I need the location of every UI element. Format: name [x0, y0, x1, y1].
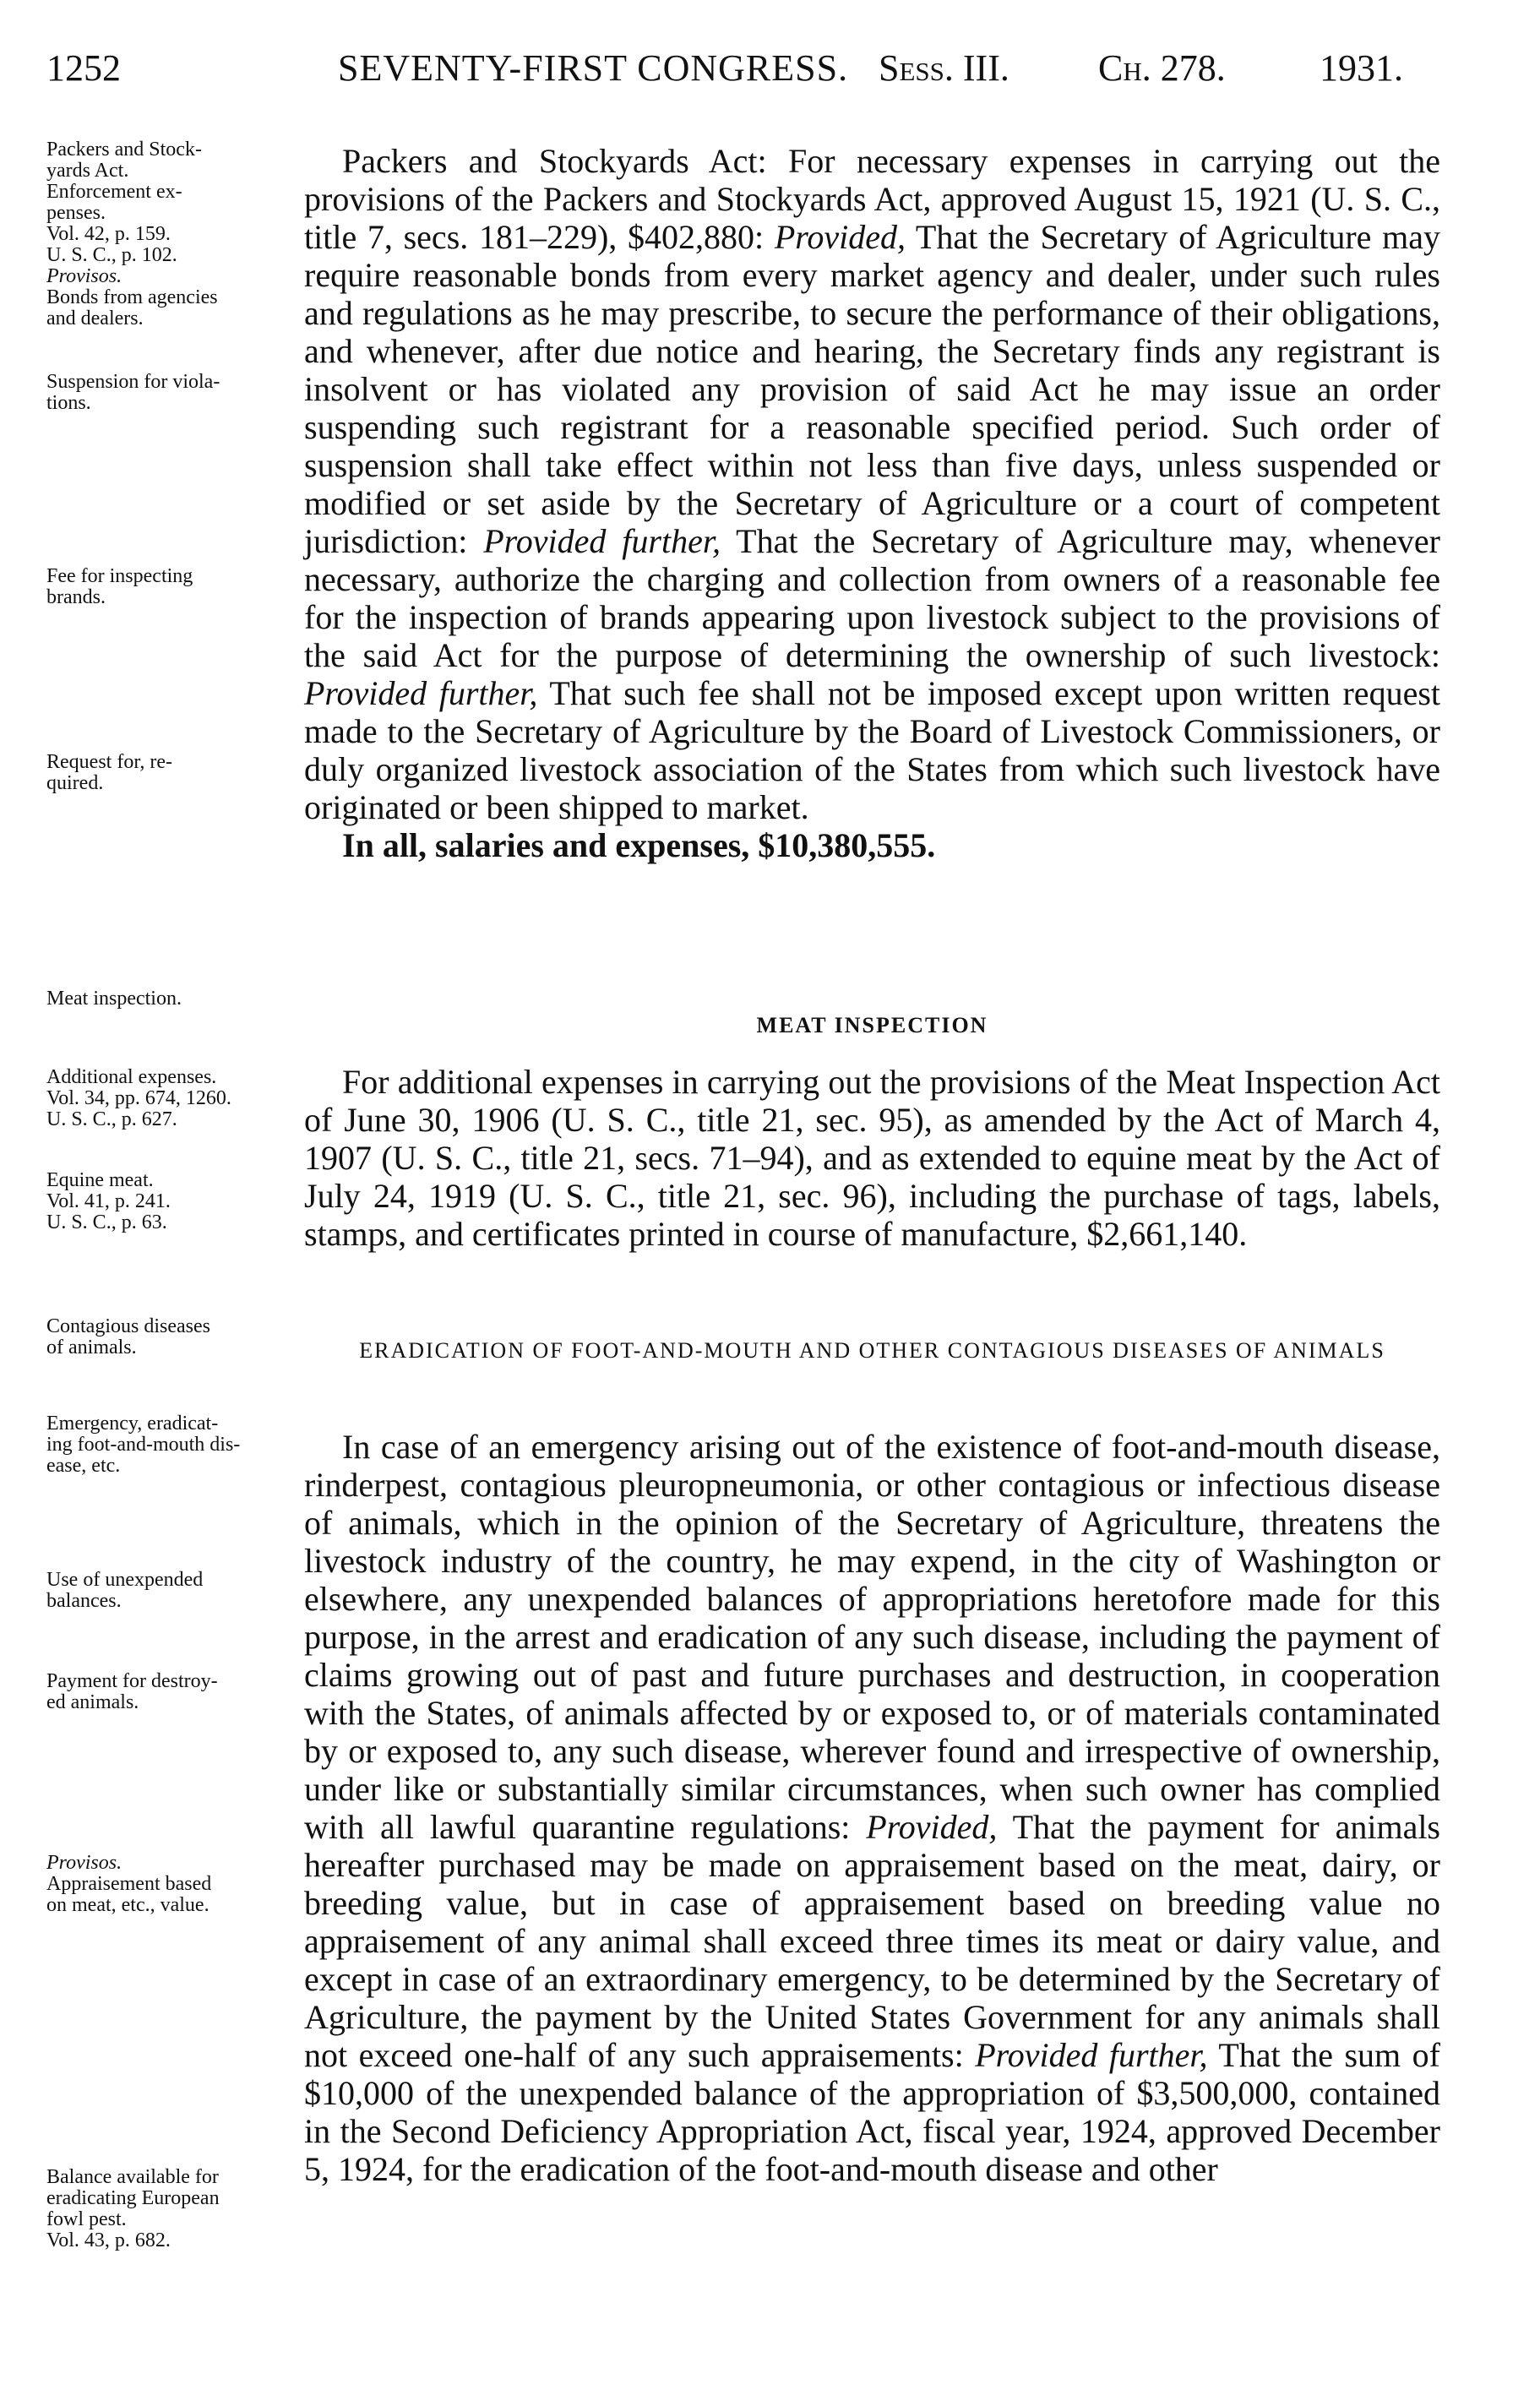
- running-title: SEVENTY-FIRST CONGRESS.: [338, 47, 849, 89]
- margin-note-provisos: Provisos. Appraisement based on meat, etc., value.: [46, 1852, 212, 1916]
- meat-paragraph: For additional expenses in carrying out the provisions of the Meat Inspection Act of June 30, 1906 (U. S. C., title 21, sec. 95), as amended by the Act of March 4, 1907 (U. S. C., title 21, secs. 71–94), and as extended to equine meat by the Act of July 24, 1919 (U. S. C., title 21, sec. 96), including the purchase of tags, labels, stamps, and certificates printed in course of manufacture, $2,661,140.: [304, 1063, 1440, 1253]
- year-label: 1931.: [1320, 47, 1403, 89]
- margin-note-packers: Packers and Stock- yards Act. Enforcement ex- penses. Vol. 42, p. 159. U. S. C., p. 102. Provisos. Bonds from agencies and dealers.: [46, 139, 218, 329]
- margin-note-contagious: Contagious diseases of animals.: [46, 1315, 210, 1358]
- margin-note-fee: Fee for inspecting brands.: [46, 565, 193, 608]
- margin-note-balance: Balance available for eradicating European fowl pest. Vol. 43, p. 682.: [46, 2166, 220, 2251]
- margin-note-equine: Equine meat. Vol. 41, p. 241. U. S. C., p. 63.: [46, 1169, 171, 1233]
- page-header: [46, 46, 1432, 106]
- margin-note-meat: Meat inspection.: [46, 988, 182, 1010]
- meat-section: [304, 1063, 1440, 1253]
- eradication-paragraph: In case of an emergency arising out of the existence of foot-and-mouth disease, rinderpest, contagious pleuropneumonia, or other contagious or infectious disease of animals, which in the opinion of the Secretary of Agriculture, threatens the livestock industry of the country, he may expend, in the city of Washington or elsewhere, any unexpended balances of appropriations heretofore made for this purpose, in the arrest and eradication of any such disease, including the payment of claims growing out of past and future purchases and destruction, in cooperation with the States, of animals affected by or exposed to, or of materials contaminated by or exposed to, any such disease, wherever found and irrespective of ownership, under like or substantially similar circumstances, when such owner has complied with all lawful quarantine regulations: Provided, That the payment for animals hereafter purchased may be made on appraisement based on the meat, dairy, or breeding value, but in case of appraisement based on breeding value no appraisement of any animal shall exceed three times its meat or dairy value, and except in case of an extraordinary emergency, to be determined by the Secretary of Agriculture, the payment by the United States Government for any animals shall not exceed one-half of any such appraisements: Provided further, That the sum of $10,000 of the unexpended balance of the appropriation of $3,500,000, contained in the Second Deficiency Appropriation Act, fiscal year, 1924, approved December 5, 1924, for the eradication of the foot-and-mouth disease and other: [304, 1428, 1440, 2188]
- eradication-section: [304, 1428, 1440, 2188]
- packers-section: [304, 142, 1440, 864]
- margin-note-emergency: Emergency, eradicat- ing foot-and-mouth dis- ease, etc.: [46, 1413, 241, 1477]
- eradication-heading: ERADICATION OF FOOT-AND-MOUTH AND OTHER CONTAGIOUS DISEASES OF ANIMALS: [359, 1338, 1385, 1363]
- packers-paragraph: Packers and Stockyards Act: For necessary expenses in carrying out the provisions of the Packers and Stockyards Act, approved August 15, 1921 (U. S. C., title 7, secs. 181–229), $402,880: Provided, That the Secretary of Agriculture may require reasonable bonds from every market agency and dealer, under such rules and regulations as he may prescribe, to secure the performance of their obligations, and whenever, after due notice and hearing, the Secretary finds any registrant is insolvent or has violated any provision of said Act he may issue an order suspending such registrant for a reasonable specified period. Such order of suspension shall take effect within not less than five days, unless suspended or modified or set aside by the Secretary of Agriculture or a court of competent jurisdiction: Provided further, That the Secretary of Agriculture may, whenever necessary, authorize the charging and collection from owners of a reasonable fee for the inspection of brands appearing upon livestock subject to the provisions of the said Act for the purpose of determining the ownership of such livestock: Provided further, That such fee shall not be imposed except upon written request made to the Secretary of Agriculture by the Board of Livestock Commissioners, or duly organized livestock association of the States from which such livestock have originated or been shipped to market.: [304, 142, 1440, 826]
- meat-inspection-heading: MEAT INSPECTION: [756, 1013, 988, 1037]
- session-label: Sess. III.: [879, 47, 1009, 89]
- chapter-label: Ch. 278.: [1098, 47, 1226, 89]
- margin-note-use: Use of unexpended balances.: [46, 1569, 204, 1612]
- margin-note-request: Request for, re- quired.: [46, 751, 172, 794]
- page-number: 1252: [46, 47, 121, 89]
- total-line: In all, salaries and expenses, $10,380,555.: [342, 826, 936, 864]
- margin-note-additional: Additional expenses. Vol. 34, pp. 674, 1260. U. S. C., p. 627.: [46, 1066, 231, 1130]
- margin-note-suspension: Suspension for viola- tions.: [46, 371, 220, 414]
- margin-note-payment: Payment for destroy- ed animals.: [46, 1670, 218, 1713]
